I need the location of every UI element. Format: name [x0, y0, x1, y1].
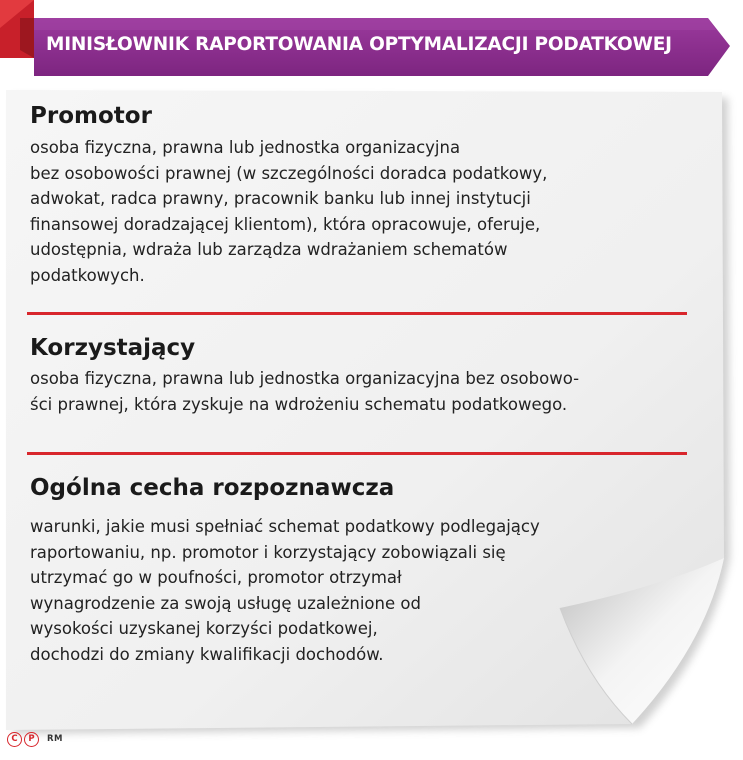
definition-line: dochodzi do zmiany kwalifikacji dochodów.	[30, 644, 384, 664]
entry-definition	[30, 135, 710, 288]
entry-ogolna-cecha	[30, 474, 710, 667]
definition-line: ści prawnej, która zyskuje na wdrożeniu schematu podatkowego.	[30, 394, 568, 414]
entry-definition	[30, 366, 710, 417]
section-divider	[27, 312, 687, 315]
definition-line: osoba fizyczna, prawna lub jednostka organizacyjna bez osobowo-	[30, 369, 580, 388]
definition-line: wynagrodzenie za swoją usługę uzależnione od	[30, 593, 421, 613]
entry-term: Korzystający	[30, 335, 196, 361]
definition-line: finansowej doradzającej klientom), która opracowuje, oferuje,	[30, 214, 541, 234]
paper-sheet	[0, 88, 743, 748]
entry-term: Ogólna cecha rozpoznawcza	[30, 475, 395, 501]
page-title: MINISŁOWNIK RAPORTOWANIA OPTYMALIZACJI PODATKOWEJ	[46, 34, 672, 55]
section-divider	[27, 452, 687, 455]
definition-line: wysokości uzyskanej korzyści podatkowej,	[30, 619, 378, 638]
entry-promotor	[30, 102, 710, 288]
definition-line: utrzymać go w poufności, promotor otrzymał	[30, 568, 402, 587]
entry-term: Promotor	[30, 103, 152, 129]
entry-korzystajacy	[30, 334, 710, 417]
p-badge-icon: P	[24, 732, 39, 747]
definition-line: osoba fizyczna, prawna lub jednostka organizacyjna	[30, 138, 461, 157]
definition-line: bez osobowości prawnej (w szczególności doradca podatkowy,	[30, 163, 548, 183]
definition-line: adwokat, radca prawny, pracownik banku lub innej instytucji	[30, 189, 531, 208]
entry-definition	[30, 514, 710, 667]
credit-initials: RM	[47, 734, 64, 744]
definition-line: podatkowych.	[30, 265, 145, 285]
copyright-icon: C	[7, 732, 22, 747]
definition-line: warunki, jakie musi spełniać schemat podatkowy podlegający	[30, 517, 540, 536]
header-banner	[0, 0, 743, 80]
footer-credit	[7, 731, 63, 747]
definition-line: udostępnia, wdraża lub zarządza wdrażaniem schematów	[30, 240, 508, 259]
definition-line: raportowaniu, np. promotor i korzystający zobowiązali się	[30, 542, 506, 562]
